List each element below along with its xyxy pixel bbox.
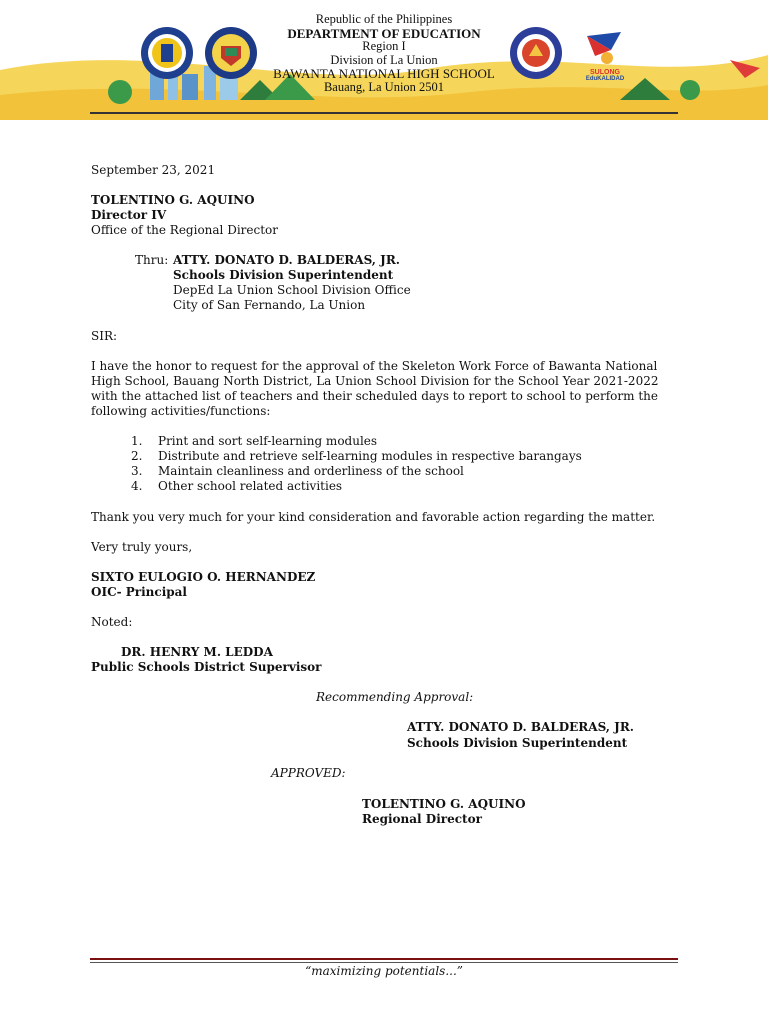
list-number: 1. — [131, 434, 143, 448]
noted-name: DR. HENRY M. LEDDA — [121, 645, 273, 659]
footer-divider-thin — [90, 962, 678, 963]
body-paragraph: I have the honor to request for the approval of the Skeleton Work Force of Bawanta National High School, Bauang North District, La Union School Division for the School Year 2021-2022 with the attached list of teachers and their scheduled days to report to school to perform the following activities/functions: — [91, 359, 659, 418]
school-name: BAWANTA NATIONAL HIGH SCHOOL — [273, 66, 495, 81]
footer-divider — [90, 958, 678, 960]
list-text: Maintain cleanliness and orderliness of the school — [158, 464, 464, 478]
thru-office: DepEd La Union School Division Office — [173, 283, 411, 297]
approved-name: TOLENTINO G. AQUINO — [362, 797, 526, 811]
footer-tagline: “maximizing potentials...” — [305, 964, 463, 978]
signatory-title: OIC- Principal — [91, 585, 187, 599]
approved-label: APPROVED: — [271, 766, 346, 780]
letterhead-text — [0, 13, 768, 94]
thru-title: Schools Division Superintendent — [173, 268, 394, 282]
header-divider — [90, 112, 678, 114]
list-item — [131, 479, 582, 494]
signatory-name: SIXTO EULOGIO O. HERNANDEZ — [91, 570, 316, 584]
thanks-line: Thank you very much for your kind consideration and favorable action regarding the matter. — [91, 510, 656, 524]
recipient-title: Director IV — [91, 208, 167, 222]
recommending-label: Recommending Approval: — [316, 690, 474, 704]
recommending-name: ATTY. DONATO D. BALDERAS, JR. — [407, 720, 634, 734]
approved-title: Regional Director — [362, 812, 482, 826]
svg-text:EduKALIDAD: EduKALIDAD — [585, 76, 625, 80]
letter-date: September 23, 2021 — [91, 163, 216, 177]
thru-city: City of San Fernando, La Union — [173, 298, 366, 312]
salutation: SIR: — [91, 329, 118, 343]
thru-name: ATTY. DONATO D. BALDERAS, JR. — [173, 253, 400, 267]
noted-title: Public Schools District Supervisor — [91, 660, 322, 674]
list-text: Other school related activities — [158, 479, 343, 493]
recipient-name: TOLENTINO G. AQUINO — [91, 193, 255, 207]
activities-list — [131, 434, 582, 494]
recommending-title: Schools Division Superintendent — [407, 736, 628, 750]
region-line: Region I — [362, 39, 406, 53]
list-item — [131, 434, 582, 449]
division-line: Division of La Union — [330, 52, 438, 67]
list-item — [131, 449, 582, 464]
list-number: 2. — [131, 449, 143, 463]
list-number: 4. — [131, 479, 143, 493]
school-address: Bauang, La Union 2501 — [323, 79, 445, 94]
list-text: Print and sort self-learning modules — [158, 434, 378, 448]
closing-line: Very truly yours, — [91, 540, 193, 554]
recipient-office: Office of the Regional Director — [91, 223, 279, 237]
list-text: Distribute and retrieve self-learning modules in respective barangays — [158, 449, 582, 463]
list-item — [131, 464, 582, 479]
list-number: 3. — [131, 464, 143, 478]
noted-label: Noted: — [91, 615, 133, 629]
thru-label: Thru: — [135, 253, 169, 267]
letterhead-banner — [0, 0, 768, 120]
department-line: DEPARTMENT OF EDUCATION — [287, 25, 481, 41]
republic-line: Republic of the Philippines — [315, 12, 453, 26]
svg-text:SULONG: SULONG — [590, 69, 620, 76]
